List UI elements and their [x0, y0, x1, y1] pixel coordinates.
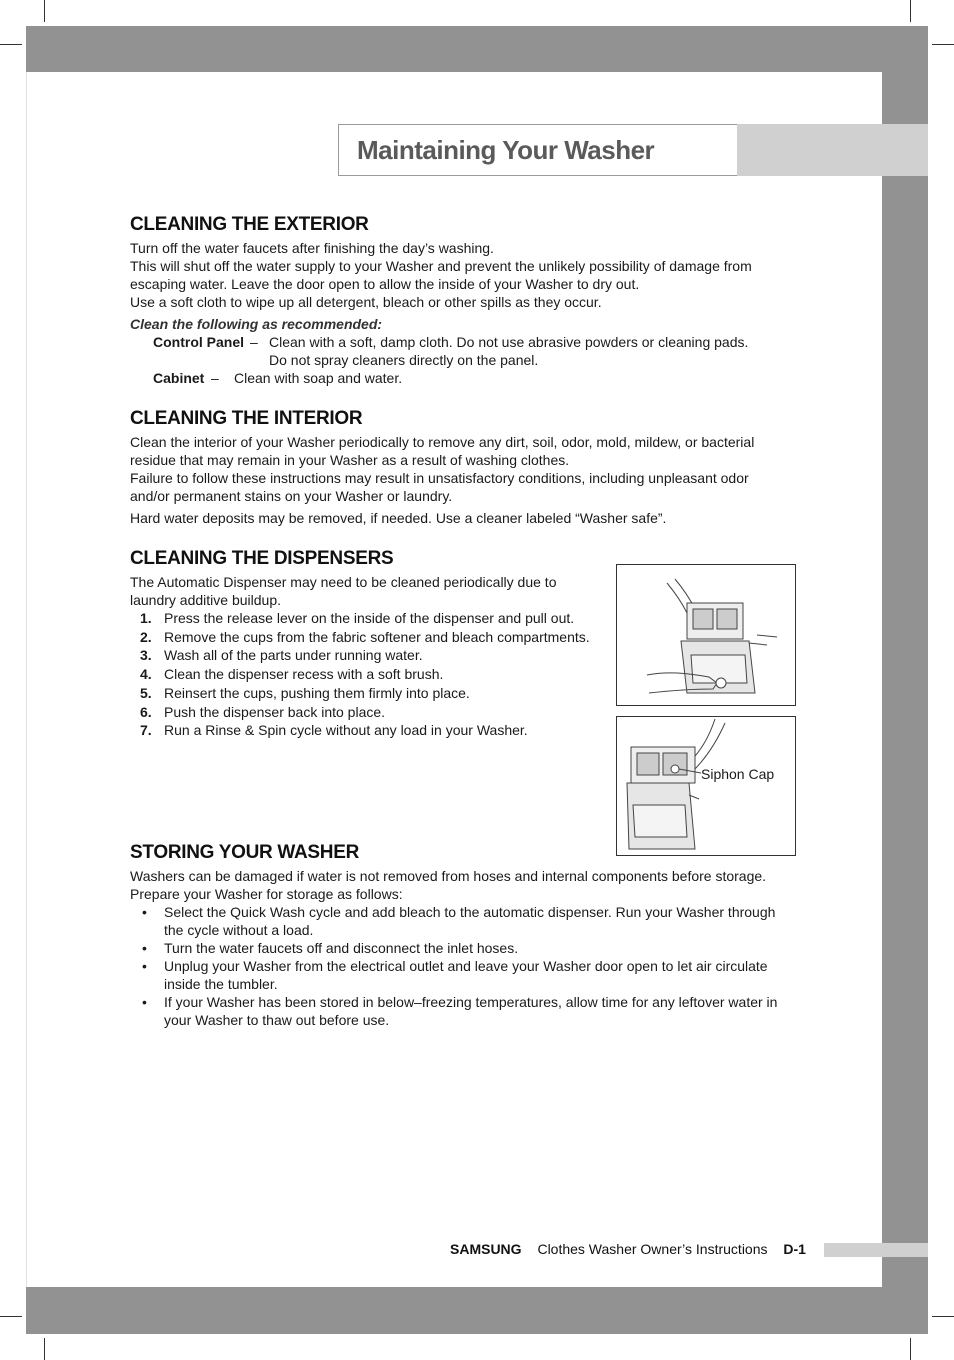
section-exterior: [130, 213, 800, 387]
section-heading: STORING YOUR WASHER: [130, 842, 360, 863]
list-item: 7. Run a Rinse & Spin cycle without any load in your Washer.: [140, 722, 528, 739]
cabinet-label: Cabinet: [153, 370, 205, 386]
top-frame-band: [26, 26, 928, 72]
paragraph: This will shut off the water supply to your Washer and prevent the unlikely possibility of damage from: [130, 258, 752, 274]
section-storing: [130, 841, 800, 1029]
list-item: 3. Wash all of the parts under running water.: [140, 647, 423, 664]
crop-mark: [44, 1338, 45, 1360]
control-panel-text: Do not spray cleaners directly on the panel.: [269, 352, 539, 368]
footer-accent-band: [824, 1243, 928, 1257]
section-heading: CLEANING THE INTERIOR: [130, 408, 363, 429]
brand-name: SAMSUNG: [450, 1241, 522, 1257]
paragraph: and/or permanent stains on your Washer or laundry.: [130, 488, 453, 504]
section-interior: [130, 407, 800, 527]
list-item: • Select the Quick Wash cycle and add bleach to the automatic dispenser. Run your Washer through the cycle without a load.: [142, 904, 776, 938]
crop-mark: [0, 44, 22, 45]
list-item: • If your Washer has been stored in below–freezing temperatures, allow time for any leftover water in your Washer to thaw out before use.: [142, 994, 778, 1028]
list-item: 6. Push the dispenser back into place.: [140, 703, 386, 720]
paragraph: Failure to follow these instructions may result in unsatisfactory conditions, including unpleasant odor: [130, 470, 749, 486]
dispenser-removal-figure: [616, 564, 796, 706]
paragraph: The Automatic Dispenser may need to be cleaned periodically due to: [130, 574, 557, 590]
left-margin: [26, 72, 43, 1287]
list-item: 4. Clean the dispenser recess with a soft brush.: [140, 666, 444, 683]
page-title: Maintaining Your Washer: [357, 135, 655, 165]
siphon-illustration: [617, 717, 795, 855]
crop-mark: [932, 44, 954, 45]
paragraph: Turn off the water faucets after finishing the day’s washing.: [130, 240, 494, 256]
right-frame-band: [882, 72, 928, 1287]
bottom-frame-band: [26, 1287, 928, 1334]
crop-mark: [0, 1316, 22, 1317]
list-item: • Turn the water faucets off and disconnect the inlet hoses.: [142, 940, 519, 956]
list-item: 2. Remove the cups from the fabric softener and bleach compartments.: [140, 628, 590, 645]
storage-list: [130, 903, 800, 1029]
cabinet-text: Clean with soap and water.: [234, 370, 403, 386]
list-item: 1. Press the release lever on the inside of the dispenser and pull out.: [140, 610, 575, 626]
dash: –: [211, 370, 219, 386]
siphon-cap-label: Siphon Cap: [701, 766, 775, 782]
control-panel-text: Clean with a soft, damp cloth. Do not use abrasive powders or cleaning pads.: [269, 334, 749, 350]
section-heading: CLEANING THE EXTERIOR: [130, 214, 369, 235]
control-panel-row: [130, 333, 800, 369]
control-panel-label: Control Panel: [153, 334, 245, 350]
crop-mark: [932, 1316, 954, 1317]
title-accent-band: [737, 124, 928, 176]
dispenser-illustration: [617, 565, 795, 705]
cabinet-row: [130, 369, 800, 387]
paragraph: residue that may remain in your Washer as a result of washing clothes.: [130, 452, 570, 468]
paragraph: laundry additive buildup.: [130, 592, 281, 608]
crop-mark: [910, 0, 911, 22]
crop-mark: [44, 0, 45, 22]
paragraph: Washers can be damaged if water is not removed from hoses and internal components before storage.: [130, 868, 767, 884]
paragraph: escaping water. Leave the door open to allow the inside of your Washer to dry out.: [130, 276, 640, 292]
list-item: 5. Reinsert the cups, pushing them firmly into place.: [140, 684, 470, 701]
page-number: D-1: [783, 1241, 806, 1257]
page-title-box: [338, 124, 738, 176]
siphon-cap-figure: [616, 716, 796, 856]
crop-mark: [910, 1338, 911, 1360]
paragraph: Use a soft cloth to wipe up all detergent, bleach or other spills as they occur.: [130, 294, 602, 310]
page-footer: [450, 1241, 806, 1257]
section-heading: CLEANING THE DISPENSERS: [130, 548, 394, 569]
paragraph: Prepare your Washer for storage as follows:: [130, 886, 403, 902]
list-item: • Unplug your Washer from the electrical outlet and leave your Washer door open to let air circulate inside the tumbler.: [142, 958, 768, 992]
document-title: Clothes Washer Owner’s Instructions: [537, 1241, 768, 1257]
paragraph: Hard water deposits may be removed, if needed. Use a cleaner labeled “Washer safe”.: [130, 510, 667, 526]
recommended-label: Clean the following as recommended:: [130, 316, 383, 332]
dash: –: [250, 334, 258, 350]
paragraph: Clean the interior of your Washer periodically to remove any dirt, soil, odor, mold, mildew, or bacterial: [130, 434, 755, 450]
